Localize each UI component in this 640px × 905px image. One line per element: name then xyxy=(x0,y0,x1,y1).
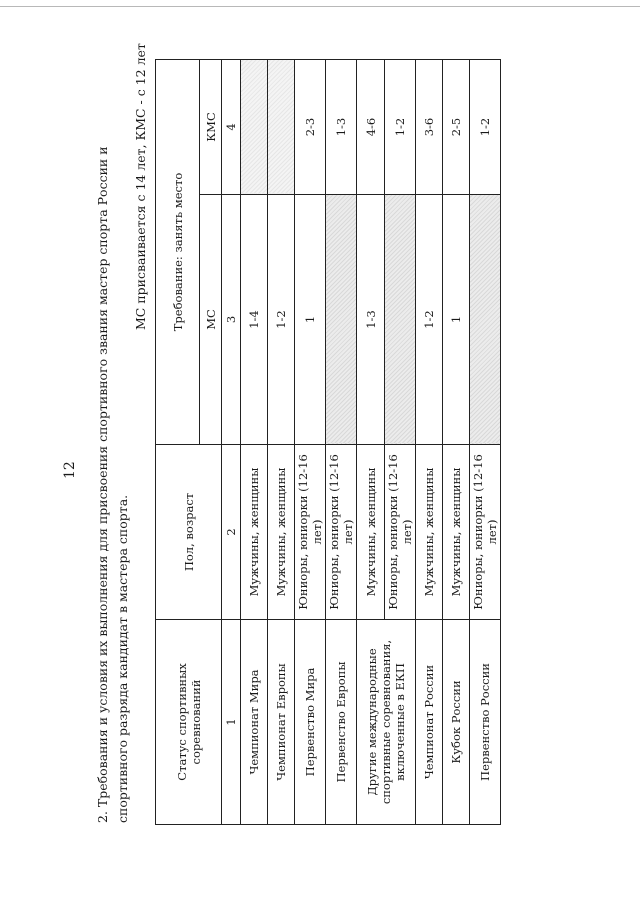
table-row xyxy=(416,59,443,824)
cell-ms: 1-3 xyxy=(357,195,385,445)
cell-ms: 1-2 xyxy=(268,195,295,445)
cell-gender-age: Мужчины, женщины xyxy=(416,445,443,620)
table-row xyxy=(470,59,501,824)
column-number: 3 xyxy=(222,195,241,445)
cell-status: Чемпионат Мира xyxy=(241,620,268,825)
column-number: 4 xyxy=(222,59,241,194)
table-row xyxy=(443,59,470,824)
header-ms: МС xyxy=(200,195,222,445)
cell-status: Первенство России xyxy=(470,620,501,825)
cell-ms: 1 xyxy=(443,195,470,445)
cell-gender-age: Юниоры, юниорки (12-16 лет) xyxy=(295,445,326,620)
cell-kms: 3-6 xyxy=(416,59,443,194)
header-requirement: Требование: занять место xyxy=(156,59,200,444)
column-number: 2 xyxy=(222,445,241,620)
cell-kms xyxy=(241,59,268,194)
table-row xyxy=(295,59,326,824)
header-status: Статус спортивных соревнований xyxy=(156,620,222,825)
cell-kms: 2-5 xyxy=(443,59,470,194)
cell-kms: 1-3 xyxy=(326,59,357,194)
cell-gender-age: Мужчины, женщины xyxy=(268,445,295,620)
cell-ms: 1-4 xyxy=(241,195,268,445)
cell-status: Первенство Европы xyxy=(326,620,357,825)
requirements-table xyxy=(155,59,501,825)
cell-ms: 1-2 xyxy=(416,195,443,445)
cell-kms: 1-2 xyxy=(470,59,501,194)
column-number: 1 xyxy=(222,620,241,825)
cell-gender-age: Мужчины, женщины xyxy=(241,445,268,620)
cell-status: Другие международные спортивные соревнования, включенные в ЕКП xyxy=(357,620,416,825)
table-row xyxy=(326,59,357,824)
table-row xyxy=(357,59,385,824)
cell-status: Кубок России xyxy=(443,620,470,825)
cell-ms: 1 xyxy=(295,195,326,445)
cell-kms xyxy=(268,59,295,194)
page-number: 12 xyxy=(62,461,78,479)
cell-status: Чемпионат России xyxy=(416,620,443,825)
cell-kms: 2-3 xyxy=(295,59,326,194)
header-kms: КМС xyxy=(200,59,222,194)
age-note: МС присваивается с 14 лет, КМС - с 12 лет xyxy=(133,43,148,330)
intro-paragraph: 2. Требования и условия их выполнения для присвоения спортивного звания мастер спорта России и спортивного разряда кандидат в мастера спорта. xyxy=(95,146,130,823)
cell-gender-age: Юниоры, юниорки (12-16 лет) xyxy=(385,445,416,620)
cell-gender-age: Юниоры, юниорки (12-16 лет) xyxy=(470,445,501,620)
table-row xyxy=(241,59,268,824)
cell-kms: 1-2 xyxy=(385,59,416,194)
table-row xyxy=(268,59,295,824)
cell-gender-age: Мужчины, женщины xyxy=(357,445,385,620)
cell-status: Первенство Мира xyxy=(295,620,326,825)
cell-gender-age: Юниоры, юниорки (12-16 лет) xyxy=(326,445,357,620)
cell-kms: 4-6 xyxy=(357,59,385,194)
cell-gender-age: Мужчины, женщины xyxy=(443,445,470,620)
cell-ms xyxy=(470,195,501,445)
header-gender-age: Пол, возраст xyxy=(156,445,222,620)
cell-ms xyxy=(385,195,416,445)
cell-ms xyxy=(326,195,357,445)
cell-status: Чемпионат Европы xyxy=(268,620,295,825)
